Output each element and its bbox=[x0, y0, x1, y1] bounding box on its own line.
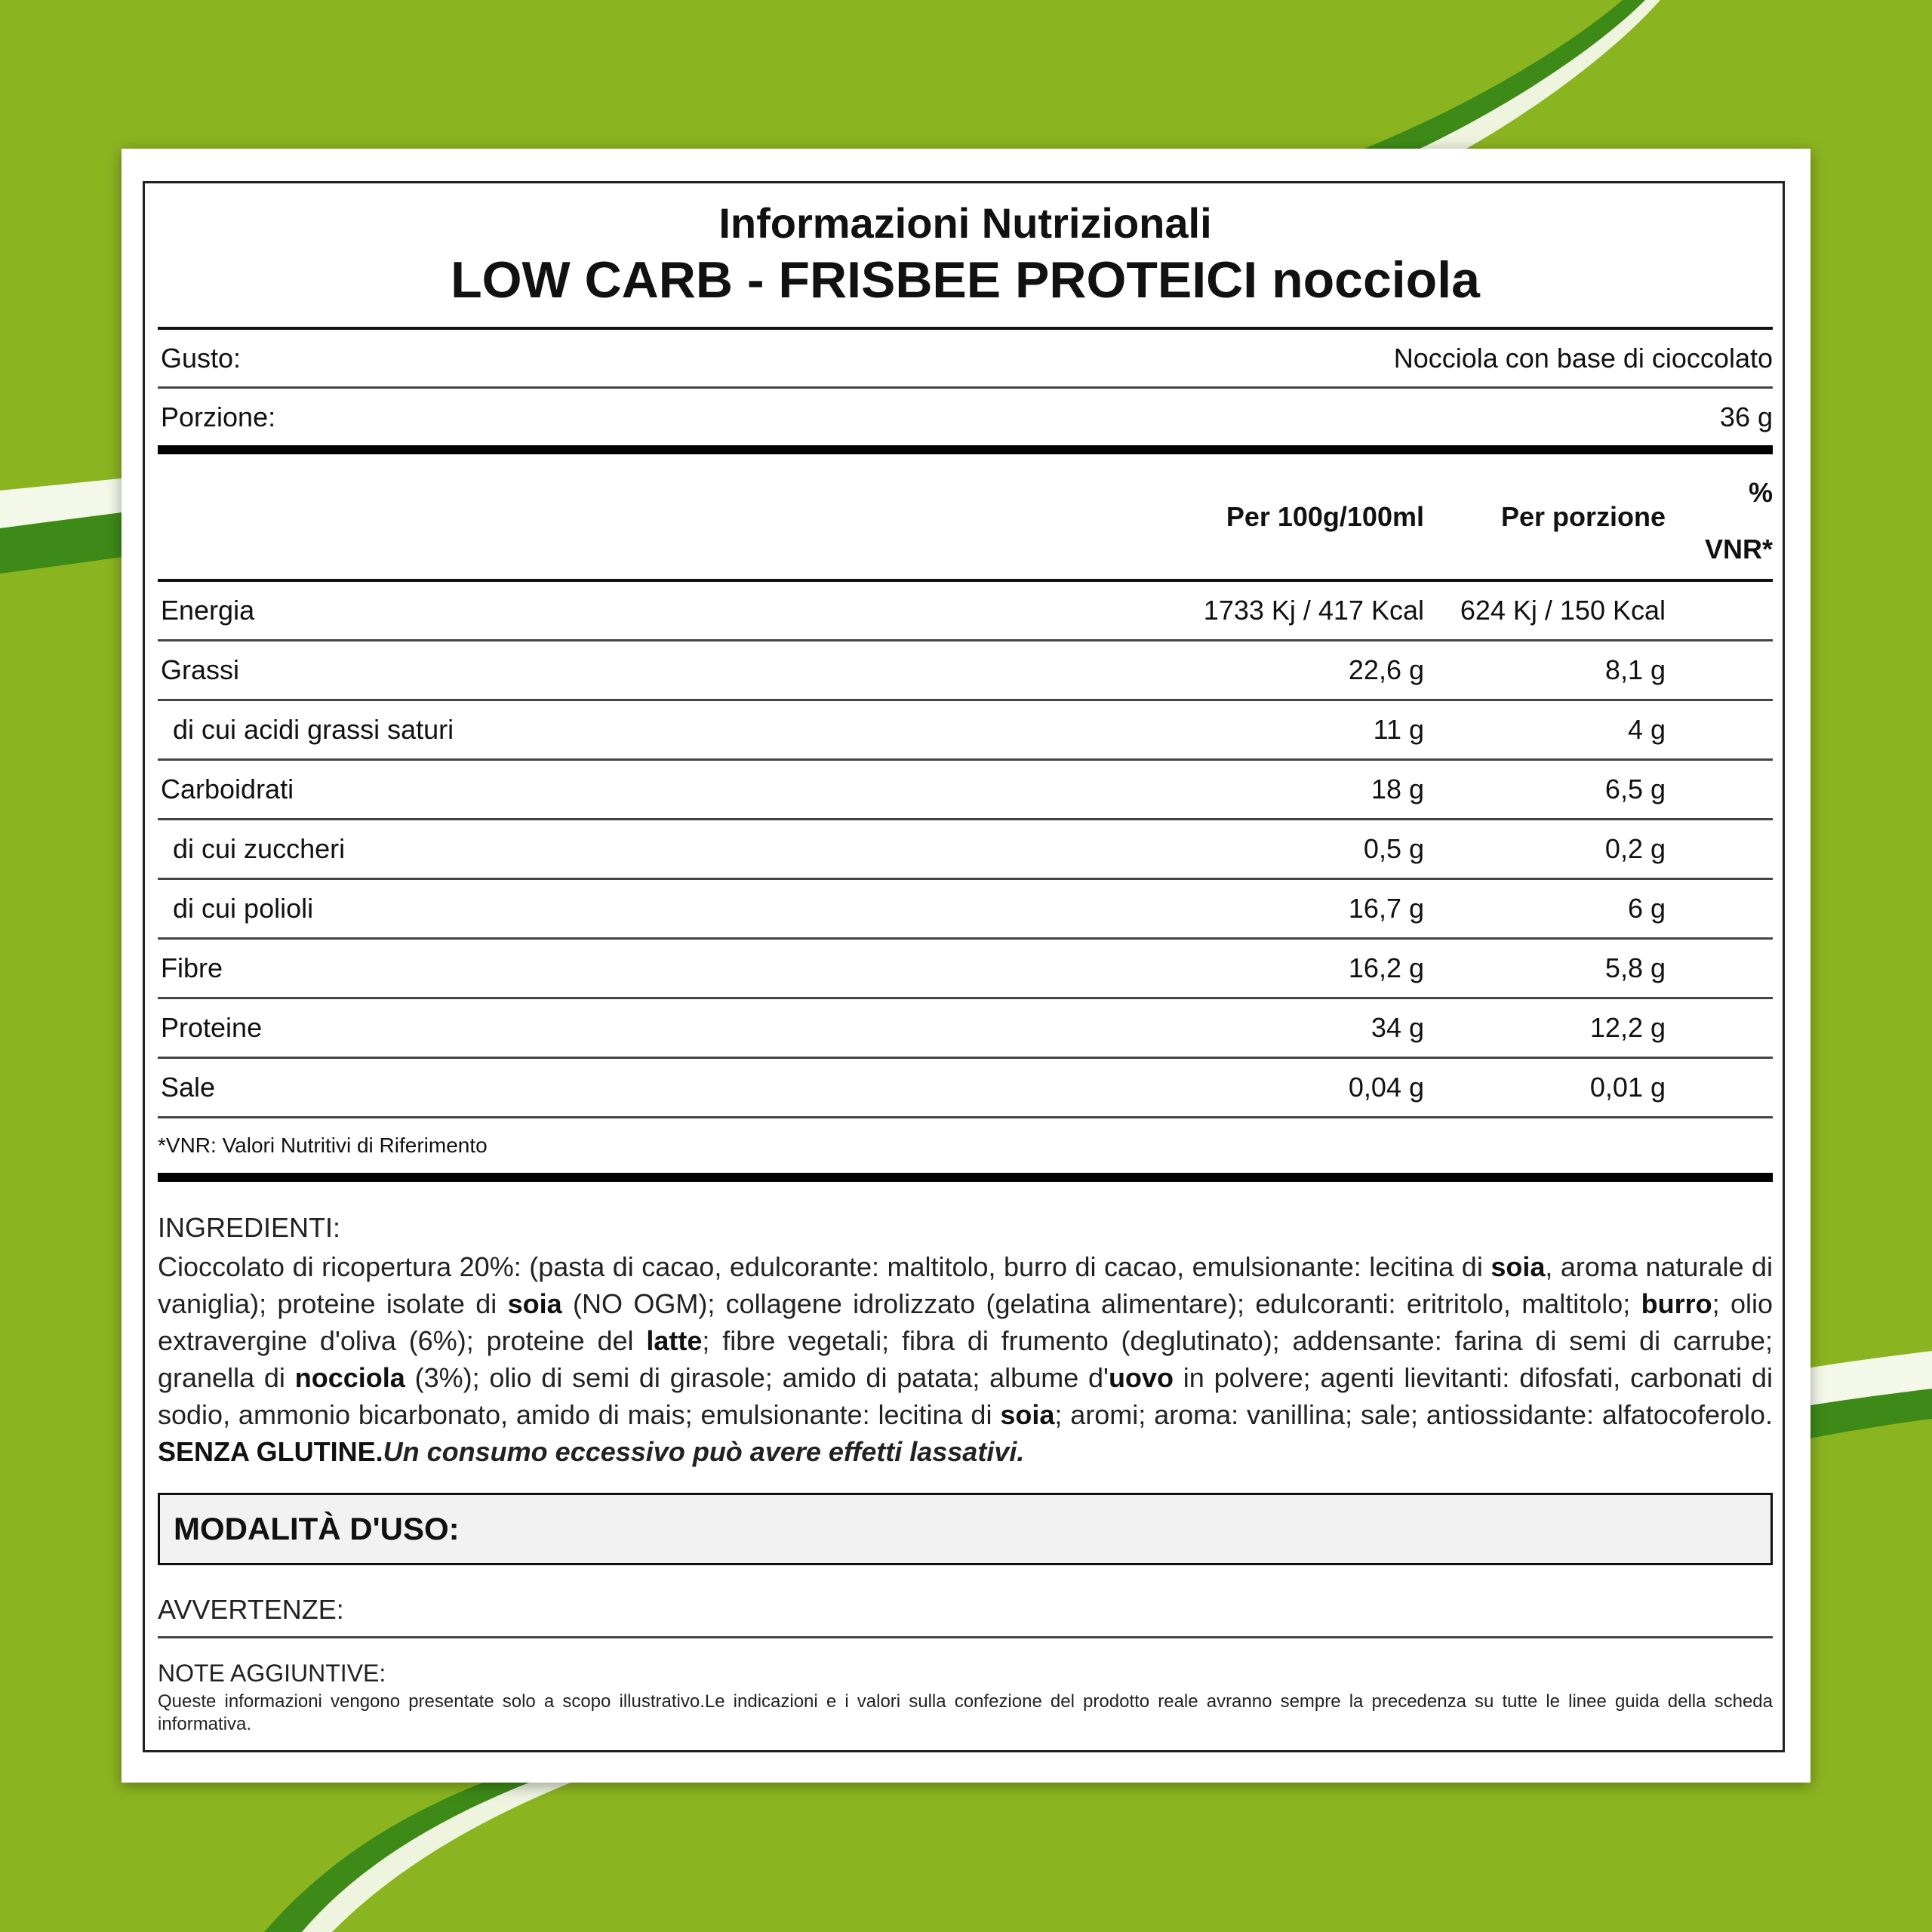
table-row bbox=[158, 940, 1773, 999]
nutrient-table bbox=[158, 582, 1773, 1118]
nutrient-name: Carboidrati bbox=[161, 774, 294, 804]
allergen-text: nocciola bbox=[294, 1362, 405, 1393]
nutrient-name: Fibre bbox=[161, 952, 223, 983]
nutrient-per100: 34 g bbox=[1371, 1012, 1424, 1043]
ingredient-segment: ; fibre vegetali; fibra di frumento (deglutinato); addensante: farina di semi di carrube; granella di bbox=[158, 1325, 1773, 1393]
modalita-label: MODALITÀ D'USO: bbox=[174, 1511, 460, 1546]
header-per-portion: Per porzione bbox=[1500, 500, 1666, 532]
gusto-value: Nocciola con base di cioccolato bbox=[1393, 342, 1773, 374]
nutrient-per-portion: 624 Kj / 150 Kcal bbox=[1460, 595, 1666, 626]
nutrition-frame bbox=[143, 181, 1785, 1752]
allergen-text: soia bbox=[507, 1288, 562, 1319]
gusto-label: Gusto: bbox=[161, 342, 242, 374]
info-row-gusto bbox=[158, 330, 1773, 389]
nutrient-name: di cui polioli bbox=[173, 893, 314, 924]
porzione-label: Porzione: bbox=[161, 401, 276, 432]
modalita-box bbox=[158, 1493, 1773, 1565]
nutrition-content bbox=[158, 183, 1773, 1736]
ingredient-segment: ; olio extravergine d'oliva (6%); proteine del bbox=[158, 1288, 1774, 1356]
table-row bbox=[158, 820, 1773, 880]
table-header bbox=[158, 454, 1773, 582]
nutrient-per100: 18 g bbox=[1371, 774, 1424, 804]
table-row bbox=[158, 1059, 1773, 1118]
note-text: Queste informazioni vengono presentate solo a scopo illustrativo.Le indicazioni e i valori sulla confezione del prodotto reale avranno sempre la precedenza su tutte le linee guida della scheda informativa. bbox=[158, 1691, 1773, 1734]
header-per100: Per 100g/100ml bbox=[1226, 500, 1424, 532]
table-row bbox=[158, 582, 1773, 641]
allergen-text: soia bbox=[1491, 1251, 1546, 1282]
allergen-text: soia bbox=[1000, 1399, 1055, 1430]
nutrient-per100: 16,2 g bbox=[1348, 952, 1424, 983]
nutrient-per100: 1733 Kj / 417 Kcal bbox=[1203, 595, 1424, 626]
nutrient-per100: 22,6 g bbox=[1348, 654, 1424, 685]
ingredient-segment: Cioccolato di ricopertura 20%: (pasta di cacao, edulcorante: maltitolo, burro di cacao, emulsionante: lecitina di bbox=[158, 1251, 1491, 1282]
product-title: LOW CARB - FRISBEE PROTEICI nocciola bbox=[451, 251, 1480, 309]
nutrient-per-portion: 8,1 g bbox=[1604, 654, 1666, 685]
nutrient-per-portion: 5,8 g bbox=[1604, 952, 1666, 983]
nutrient-name: Sale bbox=[161, 1072, 216, 1103]
nutrient-per-portion: 6,5 g bbox=[1604, 774, 1666, 804]
page-title: Informazioni Nutrizionali bbox=[718, 199, 1212, 247]
nutrient-name: Grassi bbox=[161, 654, 240, 685]
ingredient-segment: (NO OGM); collagene idrolizzato (gelatina alimentare); edulcoranti: eritritolo, maltitolo; bbox=[561, 1288, 1641, 1319]
note-label: NOTE AGGIUNTIVE: bbox=[158, 1660, 386, 1687]
ingredient-segment: ; aromi; aroma: vanillina; sale; antiossidante: alfatocoferolo. bbox=[1054, 1399, 1773, 1430]
table-row bbox=[158, 641, 1773, 701]
nutrient-name: Proteine bbox=[161, 1012, 263, 1043]
nutrient-per-portion: 0,2 g bbox=[1604, 833, 1666, 864]
avvertenze-label: AVVERTENZE: bbox=[158, 1594, 1773, 1638]
nutrient-per-portion: 6 g bbox=[1627, 893, 1666, 924]
divider-thick bbox=[158, 445, 1773, 454]
info-row-porzione bbox=[158, 389, 1773, 445]
allergen-text: uovo bbox=[1108, 1362, 1174, 1393]
table-row bbox=[158, 761, 1773, 820]
ingredients-label: INGREDIENTI: bbox=[158, 1212, 341, 1243]
table-row bbox=[158, 880, 1773, 940]
nutrient-name: di cui acidi grassi saturi bbox=[173, 714, 454, 745]
header-vnr bbox=[1666, 454, 1773, 579]
ingredient-segment: , aroma naturale di vaniglia); proteine isolate di bbox=[158, 1251, 1773, 1319]
nutrient-per100: 0,5 g bbox=[1363, 833, 1424, 864]
nutrient-per100: 11 g bbox=[1373, 714, 1424, 745]
vnr-note: *VNR: Valori Nutritivi di Riferimento bbox=[158, 1134, 488, 1157]
nutrient-per100: 0,04 g bbox=[1348, 1072, 1424, 1103]
table-row bbox=[158, 701, 1773, 761]
ingredient-segment: in polvere; agenti lievitanti: difosfati, carbonati di sodio, ammonio bicarbonato, amido di mais; emulsionante: lecitina di bbox=[158, 1362, 1773, 1430]
header-vnr-percent: % bbox=[1748, 477, 1773, 508]
ingredient-segment: (3%); olio di semi di girasole; amido di patata; albume d' bbox=[405, 1362, 1109, 1393]
divider-thick bbox=[158, 1173, 1773, 1182]
header-vnr-label: VNR* bbox=[1704, 534, 1773, 565]
allergen-text: latte bbox=[646, 1325, 703, 1356]
allergen-text: burro bbox=[1641, 1288, 1712, 1319]
nutrient-per-portion: 12,2 g bbox=[1589, 1012, 1666, 1043]
porzione-value: 36 g bbox=[1719, 401, 1773, 432]
table-row bbox=[158, 999, 1773, 1059]
nutrient-per100: 16,7 g bbox=[1348, 893, 1424, 924]
nutrition-card bbox=[122, 149, 1810, 1783]
nutrient-per-portion: 0,01 g bbox=[1589, 1072, 1666, 1103]
allergen-text: SENZA GLUTINE. bbox=[158, 1436, 383, 1467]
nutrient-per-portion: 4 g bbox=[1627, 714, 1666, 745]
ingredients-text bbox=[158, 1248, 1773, 1470]
nutrient-name: di cui zuccheri bbox=[173, 833, 346, 864]
nutrient-name: Energia bbox=[161, 595, 255, 626]
warning-text: Un consumo eccessivo può avere effetti lassativi. bbox=[383, 1436, 1025, 1467]
